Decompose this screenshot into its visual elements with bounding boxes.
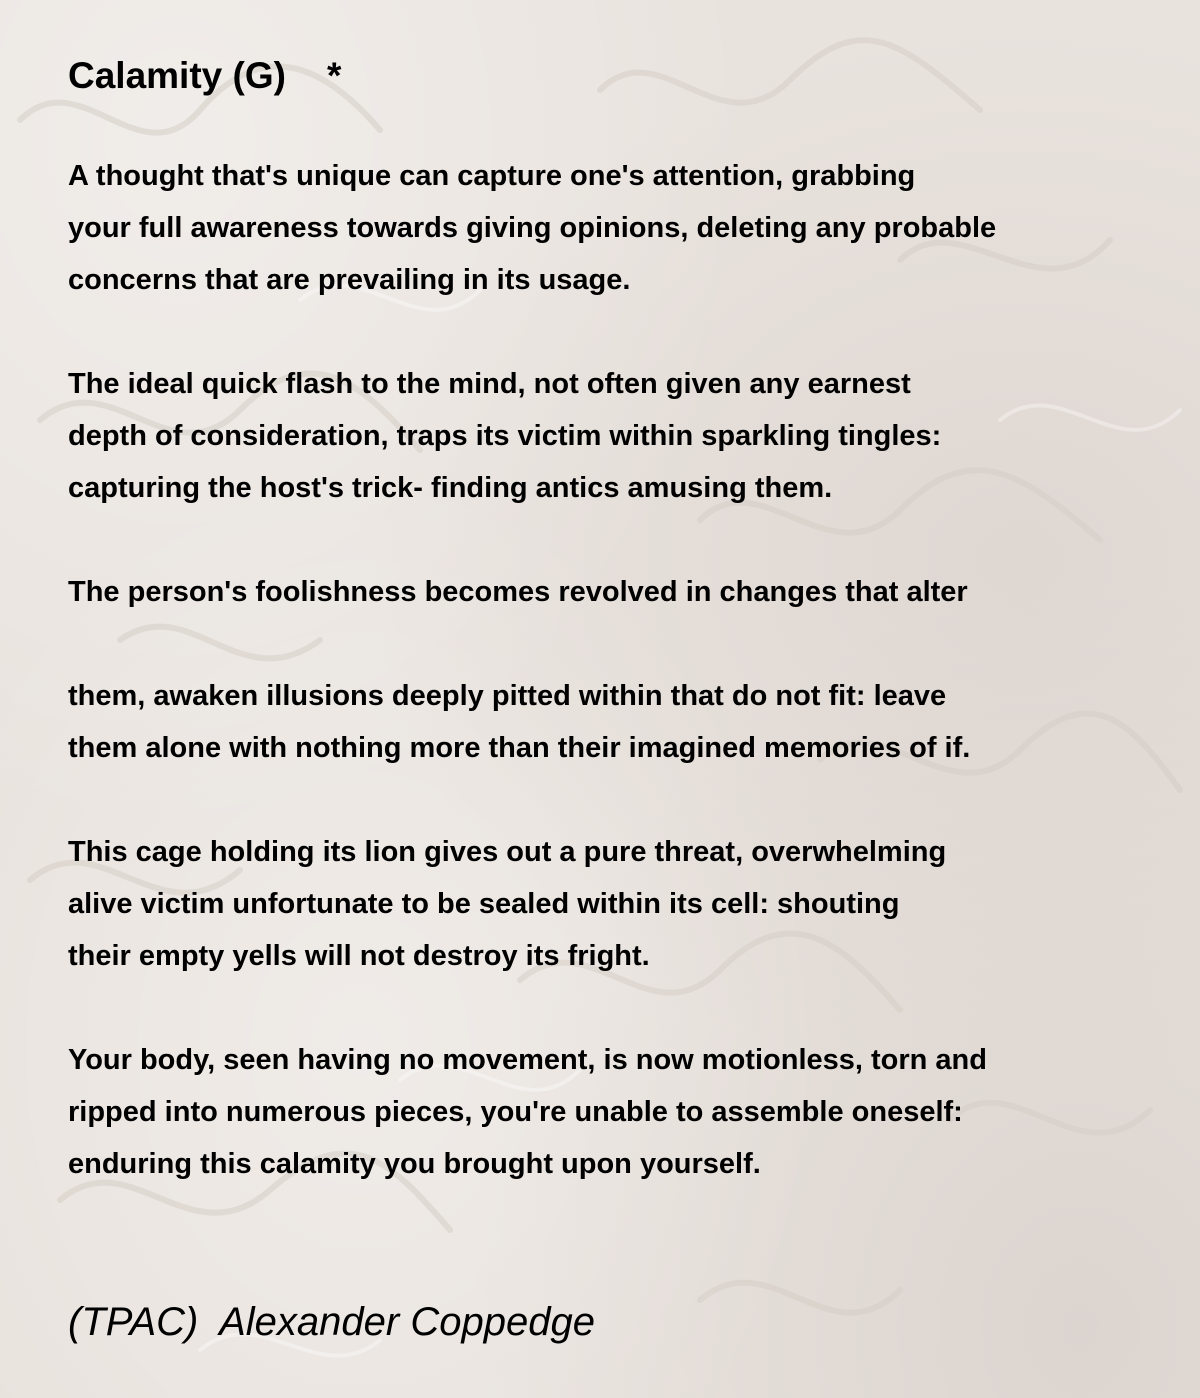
stanza-break [68, 306, 1178, 358]
poem-line: capturing the host's trick- finding antics amusing them. [68, 472, 833, 504]
poem-line: depth of consideration, traps its victim within sparkling tingles: [68, 420, 942, 452]
stanza-break [68, 618, 1178, 670]
stanza-break [68, 514, 1178, 566]
poem-line: Your body, seen having no movement, is now motionless, torn and [68, 1044, 987, 1076]
poem-line: This cage holding its lion gives out a pure threat, overwhelming [68, 836, 947, 868]
poem-line: The person's foolishness becomes revolved in changes that alter [68, 576, 968, 608]
poem-line: your full awareness towards giving opinions, deleting any probable [68, 212, 997, 244]
stanza-break [68, 774, 1178, 826]
poem-title: Calamity (G) * [68, 55, 342, 96]
poem-line: A thought that's unique can capture one's attention, grabbing [68, 160, 916, 192]
poem-line: alive victim unfortunate to be sealed within its cell: shouting [68, 888, 900, 920]
poem-body [68, 150, 1178, 1190]
poem-line: ripped into numerous pieces, you're unable to assemble oneself: [68, 1096, 963, 1128]
poem-line: enduring this calamity you brought upon yourself. [68, 1148, 761, 1180]
poem-line: them, awaken illusions deeply pitted within that do not fit: leave [68, 680, 947, 712]
poem-author: (TPAC) Alexander Coppedge [68, 1300, 595, 1344]
poem-line: concerns that are prevailing in its usage. [68, 264, 631, 296]
poem-line: The ideal quick flash to the mind, not often given any earnest [68, 368, 911, 400]
poem-line: their empty yells will not destroy its fright. [68, 940, 650, 972]
stanza-break [68, 982, 1178, 1034]
poem-line: them alone with nothing more than their imagined memories of if. [68, 732, 971, 764]
